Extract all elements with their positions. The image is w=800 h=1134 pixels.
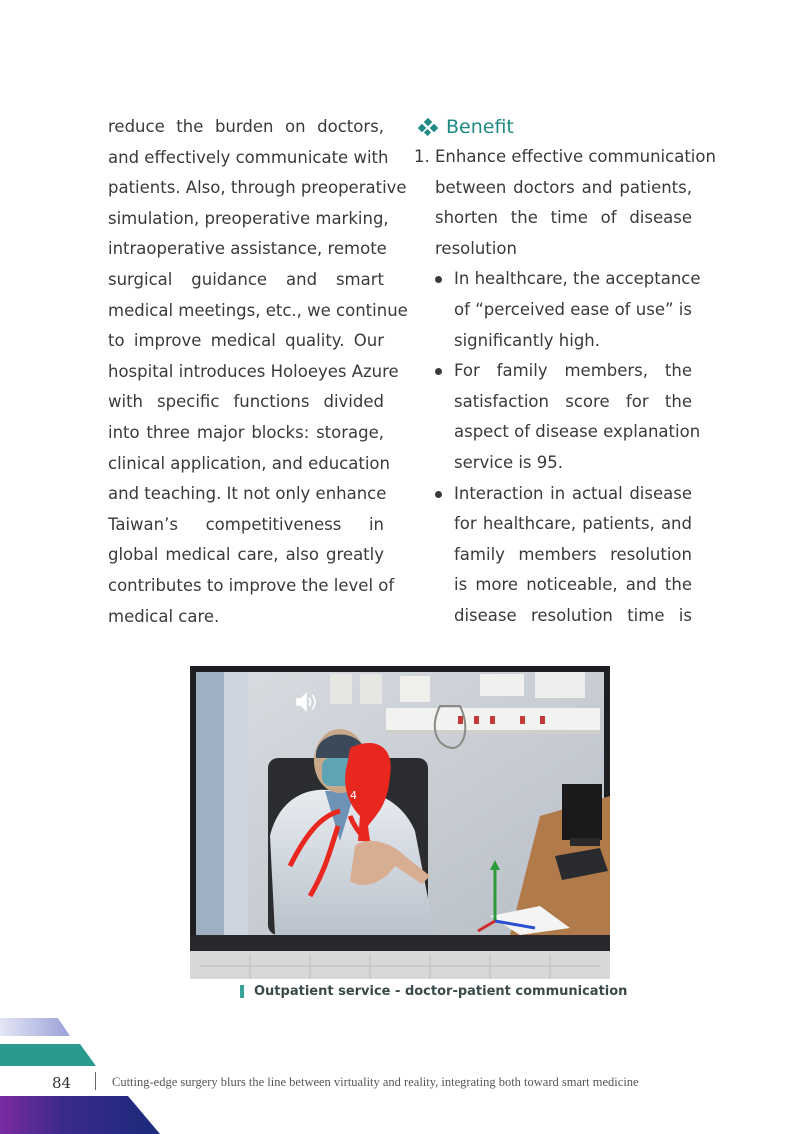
bullet-item (414, 479, 692, 632)
footer-divider (95, 1072, 96, 1090)
left-column (108, 112, 408, 632)
bullet-line: family members resolution (454, 544, 692, 564)
body-line: medical meetings, etc., we continue (108, 300, 408, 320)
body-line: intraoperative assistance, remote (108, 239, 387, 259)
item-line: Enhance effective communication (435, 147, 716, 166)
figure-caption-text: Outpatient service - doctor-patient communication (254, 984, 628, 999)
item-line: between doctors and patients, (435, 177, 692, 197)
caption-marker (240, 985, 244, 998)
running-title: Cutting-edge surgery blurs the line between virtuality and reality, integrating both toward smart medicine (112, 1075, 639, 1089)
figure-caption (240, 984, 627, 999)
body-line: reduce the burden on doctors, (108, 117, 384, 136)
numbered-item (414, 142, 716, 264)
body-line: hospital introduces Holoeyes Azure (108, 361, 399, 381)
bullet-icon (435, 276, 442, 283)
body-line: contributes to improve the level of (108, 575, 395, 595)
benefit-heading (416, 112, 692, 142)
body-line: simulation, preoperative marking, (108, 208, 389, 228)
body-line: to improve medical quality. Our (108, 331, 384, 351)
body-line: with specific functions divided (108, 392, 384, 412)
body-line: medical care. (108, 606, 220, 626)
footer-stripes-decoration (0, 1018, 110, 1066)
bullet-line: In healthcare, the acceptance (454, 269, 701, 289)
bullet-item (414, 356, 701, 478)
body-line: patients. Also, through preoperative (108, 178, 407, 198)
bullet-line: For family members, the (454, 361, 692, 381)
body-line: clinical application, and education (108, 453, 390, 473)
item-number: 1. (414, 147, 430, 166)
bullet-line: aspect of disease explanation (454, 422, 701, 442)
bullet-item (414, 264, 701, 356)
item-line: shorten the time of disease (435, 208, 692, 228)
bullet-line: Interaction in actual disease (454, 483, 692, 503)
hologram-number-label: 4 (350, 789, 357, 802)
bullet-line: significantly high. (454, 330, 601, 350)
bullet-line: of “perceived ease of use” is (454, 299, 692, 319)
body-line: and effectively communicate with (108, 147, 389, 167)
bullet-line: for healthcare, patients, and (454, 514, 692, 534)
body-line: Taiwan’s competitiveness in (108, 514, 384, 534)
right-column (414, 112, 716, 632)
page-number: 84 (52, 1074, 72, 1092)
item-line: resolution (435, 238, 517, 258)
body-line: surgical guidance and smart (108, 269, 384, 289)
outpatient-photo (190, 666, 610, 979)
bullet-line: disease resolution time is (454, 605, 692, 625)
benefit-heading-text: Benefit (446, 115, 514, 138)
bullet-line: is more noticeable, and the (454, 575, 692, 595)
body-line: into three major blocks: storage, (108, 422, 384, 442)
bullet-icon (435, 491, 442, 498)
body-line: and teaching. It not only enhance (108, 484, 387, 504)
diamond-cluster-icon (416, 118, 440, 136)
bullet-line: service is 95. (454, 452, 564, 472)
footer-gradient-band (0, 1096, 170, 1134)
bullet-icon (435, 368, 442, 375)
bullet-line: satisfaction score for the (454, 391, 692, 411)
body-line: global medical care, also greatly (108, 545, 384, 565)
